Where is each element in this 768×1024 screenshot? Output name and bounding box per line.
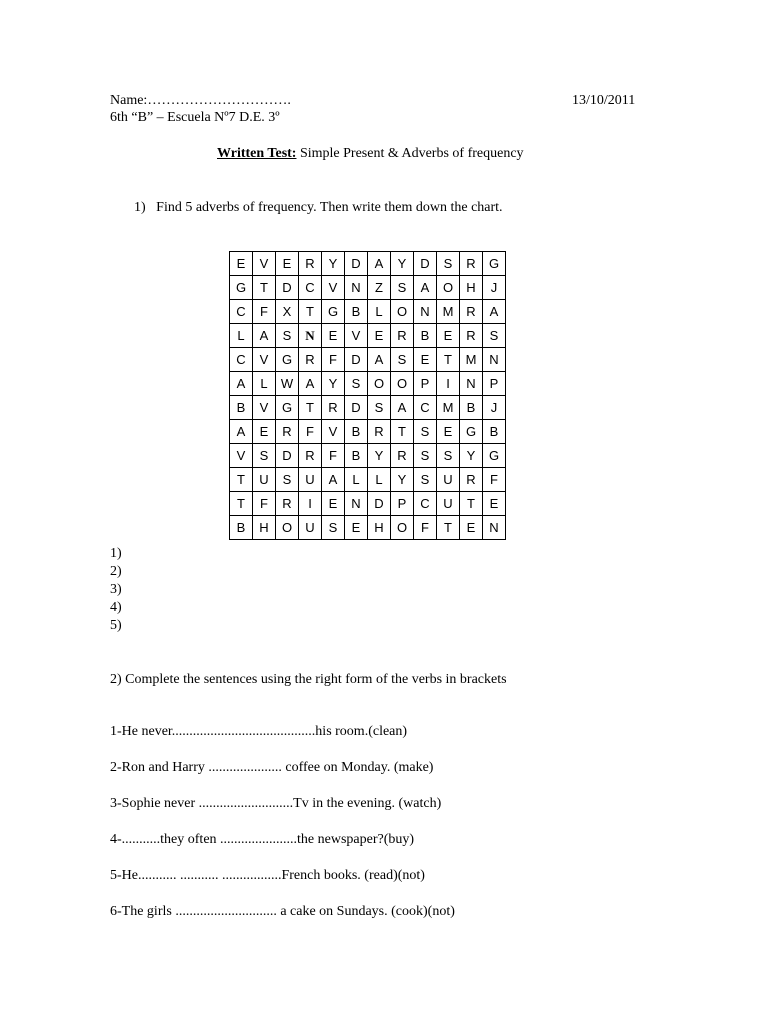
word-search-grid [229, 251, 506, 540]
sentence-item: 5-He........... ........... .................French books. (read)(not) [110, 868, 425, 883]
grid-cell: S [253, 444, 276, 468]
grid-cell: E [460, 516, 483, 540]
sentence-item: 1-He never.........................................his room.(clean) [110, 724, 408, 739]
grid-cell: R [391, 444, 414, 468]
grid-cell: R [276, 492, 299, 516]
grid-row [230, 276, 506, 300]
grid-cell: S [322, 516, 345, 540]
grid-cell: T [299, 396, 322, 420]
grid-cell: O [276, 516, 299, 540]
grid-cell: S [437, 252, 460, 276]
grid-cell: U [299, 468, 322, 492]
grid-row [230, 516, 506, 540]
grid-cell: R [368, 420, 391, 444]
grid-cell: F [483, 468, 506, 492]
grid-cell: V [345, 324, 368, 348]
grid-row [230, 252, 506, 276]
grid-cell: C [414, 396, 437, 420]
question-2-prompt: 2) Complete the sentences using the right form of the verbs in brackets [110, 672, 507, 687]
grid-cell: G [276, 396, 299, 420]
grid-cell: J [483, 276, 506, 300]
grid-cell: M [437, 396, 460, 420]
grid-cell: F [322, 444, 345, 468]
grid-cell: R [299, 348, 322, 372]
grid-cell: E [253, 420, 276, 444]
grid-cell: D [345, 396, 368, 420]
grid-cell: P [414, 372, 437, 396]
answer-line: 1) [110, 546, 122, 561]
grid-cell: O [391, 372, 414, 396]
grid-cell: Y [460, 444, 483, 468]
grid-cell: E [437, 324, 460, 348]
grid-cell: R [322, 396, 345, 420]
grid-cell: F [253, 300, 276, 324]
grid-cell: R [460, 252, 483, 276]
grid-cell: W [276, 372, 299, 396]
grid-cell: H [460, 276, 483, 300]
grid-row [230, 492, 506, 516]
grid-cell: G [276, 348, 299, 372]
grid-cell: X [276, 300, 299, 324]
grid-cell: T [299, 300, 322, 324]
grid-cell: E [437, 420, 460, 444]
grid-cell: S [276, 324, 299, 348]
grid-cell: S [414, 468, 437, 492]
grid-cell: S [368, 396, 391, 420]
grid-row [230, 372, 506, 396]
grid-cell: R [460, 468, 483, 492]
grid-cell: C [230, 300, 253, 324]
grid-cell: V [322, 276, 345, 300]
grid-cell: V [253, 396, 276, 420]
grid-cell: R [460, 300, 483, 324]
grid-cell: L [345, 468, 368, 492]
grid-cell: A [368, 348, 391, 372]
grid-cell: R [299, 444, 322, 468]
sentence-item: 3-Sophie never ...........................Tv in the evening. (watch) [110, 796, 442, 811]
test-title-label: Written Test: [217, 146, 297, 161]
question-1-prompt: 1) Find 5 adverbs of frequency. Then write them down the chart. [134, 200, 503, 215]
grid-cell: O [391, 300, 414, 324]
grid-cell: C [230, 348, 253, 372]
grid-cell: A [483, 300, 506, 324]
grid-row [230, 444, 506, 468]
grid-cell: Z [368, 276, 391, 300]
grid-cell: U [299, 516, 322, 540]
test-title-topic: Simple Present & Adverbs of frequency [296, 146, 524, 161]
grid-cell: A [391, 396, 414, 420]
grid-cell: L [368, 300, 391, 324]
name-line: Name:…………………………. [110, 93, 291, 108]
grid-cell: E [322, 324, 345, 348]
grid-cell: B [460, 396, 483, 420]
grid-row [230, 396, 506, 420]
grid-cell: E [345, 516, 368, 540]
grid-row [230, 324, 506, 348]
grid-cell: N [460, 372, 483, 396]
grid-cell: R [391, 324, 414, 348]
grid-cell: T [437, 348, 460, 372]
grid-cell: U [437, 492, 460, 516]
grid-cell: D [368, 492, 391, 516]
grid-row [230, 348, 506, 372]
grid-cell: B [414, 324, 437, 348]
grid-cell: S [414, 444, 437, 468]
grid-cell: G [230, 276, 253, 300]
grid-cell: T [391, 420, 414, 444]
grid-cell: B [483, 420, 506, 444]
grid-cell: E [276, 252, 299, 276]
grid-cell: Y [391, 468, 414, 492]
grid-cell: N [483, 348, 506, 372]
grid-cell: E [322, 492, 345, 516]
grid-cell: E [483, 492, 506, 516]
grid-cell: B [230, 516, 253, 540]
grid-cell: H [253, 516, 276, 540]
grid-cell: G [460, 420, 483, 444]
grid-cell: R [276, 420, 299, 444]
grid-cell: C [414, 492, 437, 516]
grid-cell: U [437, 468, 460, 492]
sentence-item: 4-...........they often ......................the newspaper?(buy) [110, 832, 415, 847]
grid-cell: A [299, 372, 322, 396]
grid-cell: T [253, 276, 276, 300]
grid-cell: O [437, 276, 460, 300]
grid-cell: D [276, 276, 299, 300]
grid-cell: T [460, 492, 483, 516]
grid-cell: T [437, 516, 460, 540]
grid-cell: T [230, 468, 253, 492]
grid-cell: O [391, 516, 414, 540]
answer-line: 5) [110, 618, 122, 633]
grid-cell: D [276, 444, 299, 468]
grid-cell: I [299, 492, 322, 516]
grid-row [230, 420, 506, 444]
grid-cell: R [299, 252, 322, 276]
grid-cell: S [391, 348, 414, 372]
answer-line: 2) [110, 564, 122, 579]
grid-cell: F [253, 492, 276, 516]
grid-row [230, 468, 506, 492]
grid-cell: P [483, 372, 506, 396]
grid-cell: N [414, 300, 437, 324]
grid-cell: D [345, 348, 368, 372]
grid-cell: M [460, 348, 483, 372]
grid-cell: B [345, 420, 368, 444]
grid-cell: L [253, 372, 276, 396]
grid-cell: C [299, 276, 322, 300]
grid-cell: S [345, 372, 368, 396]
grid-cell: N [483, 516, 506, 540]
grid-cell: F [322, 348, 345, 372]
test-date: 13/10/2011 [572, 93, 636, 108]
grid-cell: B [230, 396, 253, 420]
grid-cell: S [391, 276, 414, 300]
grid-cell: B [345, 300, 368, 324]
grid-cell: L [230, 324, 253, 348]
grid-cell: B [345, 444, 368, 468]
grid-cell: U [253, 468, 276, 492]
school-line: 6th “B” – Escuela Nº7 D.E. 3º [110, 110, 280, 125]
grid-cell: Y [391, 252, 414, 276]
grid-cell: S [414, 420, 437, 444]
answer-line: 4) [110, 600, 122, 615]
grid-cell: S [483, 324, 506, 348]
grid-cell: G [322, 300, 345, 324]
grid-row [230, 300, 506, 324]
grid-cell: O [368, 372, 391, 396]
grid-cell: A [230, 372, 253, 396]
grid-cell: D [345, 252, 368, 276]
grid-cell: A [368, 252, 391, 276]
grid-cell: A [253, 324, 276, 348]
sentence-item: 2-Ron and Harry ..................... coffee on Monday. (make) [110, 760, 434, 775]
grid-cell: F [299, 420, 322, 444]
answer-line: 3) [110, 582, 122, 597]
grid-cell: V [253, 348, 276, 372]
grid-cell: F [414, 516, 437, 540]
grid-cell: A [414, 276, 437, 300]
grid-cell: V [253, 252, 276, 276]
grid-cell: E [230, 252, 253, 276]
grid-cell: T [230, 492, 253, 516]
grid-cell: Y [322, 372, 345, 396]
grid-cell: P [391, 492, 414, 516]
grid-cell: A [322, 468, 345, 492]
grid-cell: M [437, 300, 460, 324]
test-title [217, 146, 524, 162]
grid-cell: A [230, 420, 253, 444]
grid-cell: I [437, 372, 460, 396]
grid-cell: Y [322, 252, 345, 276]
grid-cell: V [230, 444, 253, 468]
grid-cell: N [299, 324, 322, 348]
grid-cell: N [345, 492, 368, 516]
sentence-list [110, 724, 455, 940]
grid-cell: S [276, 468, 299, 492]
grid-cell: E [368, 324, 391, 348]
grid-cell: N [345, 276, 368, 300]
grid-cell: H [368, 516, 391, 540]
grid-cell: Y [368, 444, 391, 468]
grid-cell: S [437, 444, 460, 468]
answer-list [110, 545, 122, 635]
grid-cell: G [483, 444, 506, 468]
sentence-item: 6-The girls ............................. a cake on Sundays. (cook)(not) [110, 904, 455, 919]
grid-cell: V [322, 420, 345, 444]
grid-cell: D [414, 252, 437, 276]
grid-cell: L [368, 468, 391, 492]
grid-cell: J [483, 396, 506, 420]
grid-cell: E [414, 348, 437, 372]
grid-cell: G [483, 252, 506, 276]
grid-cell: R [460, 324, 483, 348]
